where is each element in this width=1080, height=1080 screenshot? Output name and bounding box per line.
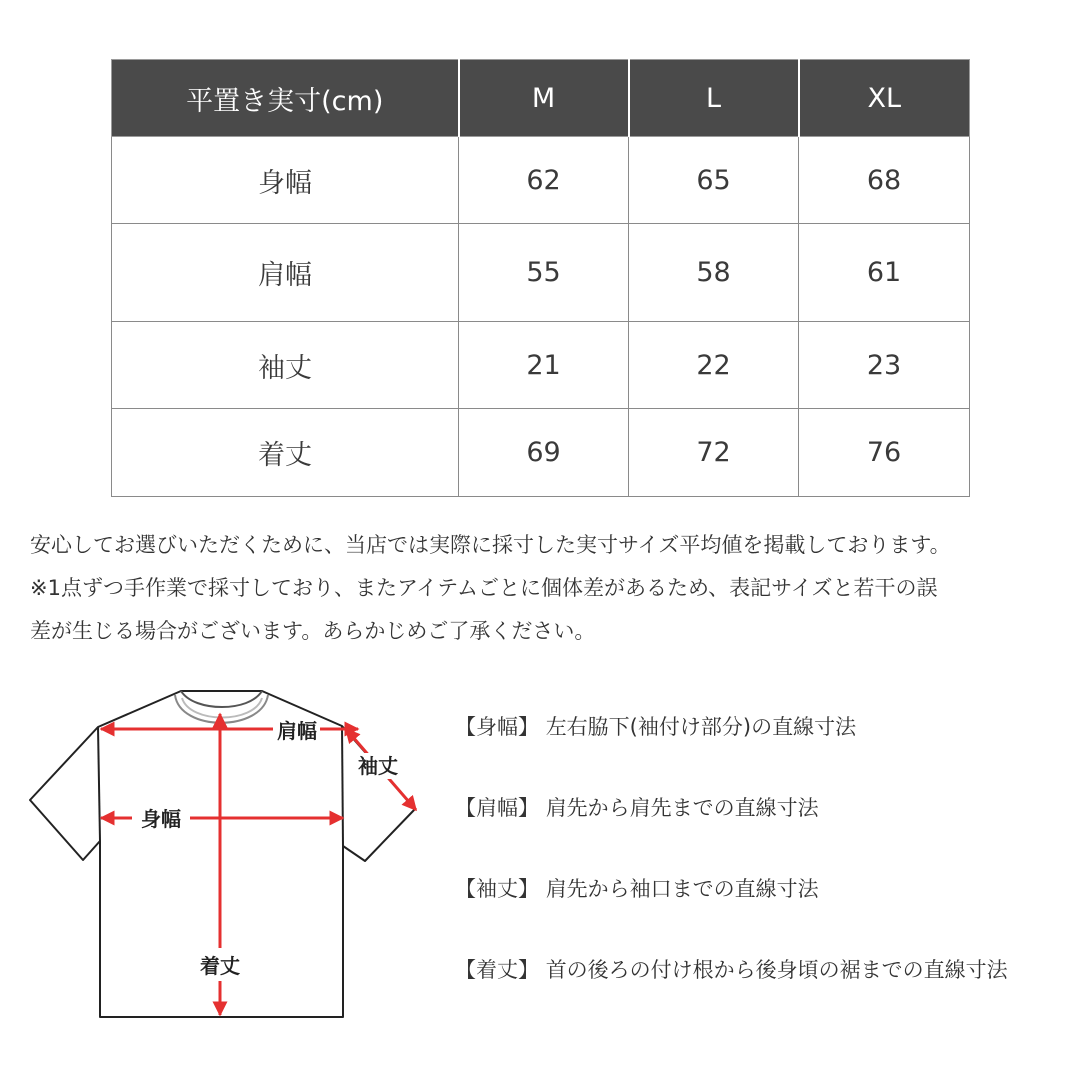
cell-value: 72	[629, 409, 799, 497]
length-label: 着丈	[200, 954, 240, 978]
table-row	[112, 137, 970, 224]
cell-value: 62	[459, 137, 629, 224]
row-label: 肩幅	[112, 224, 459, 322]
row-label: 袖丈	[112, 322, 459, 409]
size-table	[111, 59, 970, 497]
legend-key: 【着丈】	[455, 958, 539, 982]
row-label: 身幅	[112, 137, 459, 224]
cell-value: 58	[629, 224, 799, 322]
cell-value: 22	[629, 322, 799, 409]
header-size-xl: XL	[799, 60, 970, 137]
legend-item	[455, 705, 1075, 786]
legend-key: 【袖丈】	[455, 877, 539, 901]
cell-value: 76	[799, 409, 970, 497]
cell-value: 21	[459, 322, 629, 409]
shoulder-label: 肩幅	[277, 719, 317, 743]
sleeve-seam	[342, 726, 343, 846]
cell-value: 61	[799, 224, 970, 322]
legend-desc: 肩先から肩先までの直線寸法	[545, 796, 819, 820]
table-row	[112, 224, 970, 322]
cell-value: 23	[799, 322, 970, 409]
tshirt-diagram	[0, 660, 450, 1040]
sleeve-label: 袖丈	[358, 754, 398, 778]
legend-desc: 肩先から袖口までの直線寸法	[545, 877, 819, 901]
legend-item	[455, 786, 1075, 867]
legend-key: 【身幅】	[455, 715, 539, 739]
cell-value: 55	[459, 224, 629, 322]
note-line: 差が生じる場合がございます。あらかじめご了承ください。	[30, 619, 596, 643]
measurement-legend	[455, 705, 1075, 1029]
header-measure: 平置き実寸(cm)	[112, 60, 459, 137]
cell-value: 65	[629, 137, 799, 224]
note-line: 安心してお選びいただくために、当店では実際に採寸した実寸サイズ平均値を掲載しております。	[30, 533, 951, 557]
legend-item	[455, 948, 1075, 1029]
header-size-m: M	[459, 60, 629, 137]
legend-key: 【肩幅】	[455, 796, 539, 820]
cell-value: 68	[799, 137, 970, 224]
header-size-l: L	[629, 60, 799, 137]
row-label: 着丈	[112, 409, 459, 497]
table-header-row	[112, 60, 970, 137]
legend-desc: 左右脇下(袖付け部分)の直線寸法	[545, 715, 857, 739]
legend-item	[455, 867, 1075, 948]
note-line: ※1点ずつ手作業で採寸しており、またアイテムごとに個体差があるため、表記サイズと若干の誤	[30, 576, 938, 600]
cell-value: 69	[459, 409, 629, 497]
measurement-note	[30, 524, 1070, 653]
table-row	[112, 409, 970, 497]
legend-desc: 首の後ろの付け根から後身頃の裾までの直線寸法	[545, 958, 1008, 982]
table-row	[112, 322, 970, 409]
width-label: 身幅	[141, 807, 181, 831]
